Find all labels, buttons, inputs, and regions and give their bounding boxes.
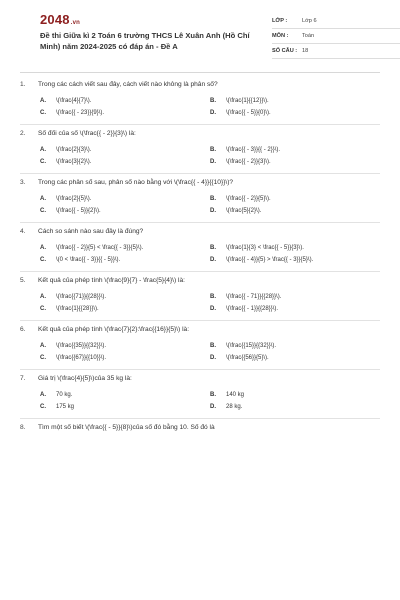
- option-a[interactable]: [40, 147, 210, 153]
- option-text: 28 kg.: [226, 404, 243, 410]
- option-letter: D.: [210, 208, 216, 214]
- option-text: \(\frac{1}{{12}}\).: [226, 98, 269, 104]
- option-text: 70 kg.: [56, 392, 73, 398]
- option-letter: C.: [40, 159, 46, 165]
- question-number: 6.: [20, 326, 26, 333]
- option-b[interactable]: [210, 245, 380, 251]
- options: [40, 98, 380, 116]
- header: [20, 0, 380, 68]
- question-1: [20, 76, 380, 125]
- option-text: \(0 < \frac{{ - 3}}{{ - 5}}\).: [56, 257, 121, 263]
- meta-key: SỐ CÂU :: [272, 48, 298, 54]
- option-a[interactable]: [40, 343, 210, 349]
- option-text: \(\frac{5}{2}\).: [226, 208, 262, 214]
- option-letter: C.: [40, 404, 46, 410]
- option-text: \(\frac{{ - 4}}{5} > \frac{{ - 3}}{5}\).: [226, 257, 314, 263]
- options: [40, 294, 380, 312]
- option-d[interactable]: [210, 306, 380, 312]
- question-3: [20, 174, 380, 223]
- option-letter: D.: [210, 159, 216, 165]
- option-text: \(\frac{3}{2}\).: [56, 159, 92, 165]
- meta-row-count: [272, 44, 400, 59]
- option-letter: C.: [40, 355, 46, 361]
- question-text: Tìm một số biết \(\frac{{ - 5}}{8}\)của số đó bằng 10. Số đó là: [38, 424, 215, 431]
- option-text: \(\frac{{56}}{5}\).: [226, 355, 269, 361]
- question-text: Kết quả của phép tính \(\frac{7}{2}:\frac{{16}}{5}\) là:: [38, 326, 190, 333]
- option-c[interactable]: [40, 306, 210, 312]
- option-text: \(\frac{2}{3}\).: [56, 147, 92, 153]
- question-7: [20, 370, 380, 419]
- document-title: Đề thi Giữa kì 2 Toán 6 trường THCS Lê Xuân Anh (Hồ Chí Minh) năm 2024-2025 có đáp án - Đề A: [40, 31, 250, 51]
- option-letter: A.: [40, 294, 46, 300]
- option-letter: C.: [40, 110, 46, 116]
- option-text: \(\frac{{35}}{{32}}\).: [56, 343, 107, 349]
- question-number: 7.: [20, 375, 26, 382]
- meta-key: LỚP :: [272, 18, 288, 24]
- option-c[interactable]: [40, 404, 210, 410]
- option-text: 175 kg: [56, 404, 75, 410]
- option-text: \(\frac{{ - 5}}{0}\).: [226, 110, 271, 116]
- option-d[interactable]: [210, 355, 380, 361]
- option-letter: B.: [210, 392, 216, 398]
- question-8: [20, 419, 380, 432]
- question-5: [20, 272, 380, 321]
- question-text: Kết quả của phép tính \(\frac{9}{7} - \frac{5}{4}\) là:: [38, 277, 186, 284]
- option-c[interactable]: [40, 208, 210, 214]
- option-a[interactable]: [40, 196, 210, 202]
- option-c[interactable]: [40, 110, 210, 116]
- options: [40, 147, 380, 165]
- option-text: \(\frac{{ - 2}}{3}\).: [226, 159, 271, 165]
- option-text: \(\frac{{67}}{{10}}\).: [56, 355, 107, 361]
- option-text: \(\frac{{ - 2}}{5} < \frac{{ - 3}}{5}\).: [56, 245, 144, 251]
- option-letter: C.: [40, 257, 46, 263]
- meta-value: Lớp 6: [302, 18, 317, 24]
- meta-row-class: [272, 14, 400, 29]
- options: [40, 343, 380, 361]
- option-letter: B.: [210, 294, 216, 300]
- meta-info: [272, 14, 400, 59]
- question-number: 1.: [20, 81, 26, 88]
- option-text: \(\frac{1}{{28}}\).: [56, 306, 99, 312]
- question-text: Trong các phân số sau, phân số nào bằng với \(\frac{{ - 4}}{{10}}\)?: [38, 179, 234, 186]
- option-a[interactable]: [40, 245, 210, 251]
- option-letter: D.: [210, 306, 216, 312]
- question-text: Cách so sánh nào sau đây là đúng?: [38, 228, 144, 235]
- option-letter: D.: [210, 355, 216, 361]
- question-stem: [20, 223, 380, 236]
- option-d[interactable]: [210, 159, 380, 165]
- question-number: 2.: [20, 130, 26, 137]
- options: [40, 245, 380, 263]
- option-letter: A.: [40, 343, 46, 349]
- option-letter: A.: [40, 98, 46, 104]
- option-d[interactable]: [210, 208, 380, 214]
- question-6: [20, 321, 380, 370]
- option-text: \(\frac{2}{5}\).: [56, 196, 92, 202]
- option-letter: D.: [210, 404, 216, 410]
- question-stem: [20, 174, 380, 187]
- question-stem: [20, 272, 380, 285]
- option-a[interactable]: [40, 294, 210, 300]
- option-letter: A.: [40, 392, 46, 398]
- meta-value: Toán: [302, 33, 315, 39]
- question-number: 5.: [20, 277, 26, 284]
- option-letter: A.: [40, 245, 46, 251]
- option-text: \(\frac{4}{7}\).: [56, 98, 92, 104]
- option-d[interactable]: [210, 404, 380, 410]
- option-letter: B.: [210, 98, 216, 104]
- option-text: \(\frac{{15}}{{32}}\).: [226, 343, 277, 349]
- option-c[interactable]: [40, 159, 210, 165]
- question-stem: [20, 370, 380, 383]
- option-b[interactable]: [210, 196, 380, 202]
- option-d[interactable]: [210, 110, 380, 116]
- option-letter: C.: [40, 208, 46, 214]
- option-letter: D.: [210, 110, 216, 116]
- question-text: Trong các cách viết sau đây, cách viết nào không là phân số?: [38, 81, 218, 88]
- option-letter: A.: [40, 147, 46, 153]
- option-text: \(\frac{{71}}{{28}}\).: [56, 294, 107, 300]
- option-b[interactable]: [210, 294, 380, 300]
- site-logo[interactable]: [40, 12, 80, 27]
- option-letter: B.: [210, 196, 216, 202]
- question-number: 4.: [20, 228, 26, 235]
- meta-key: MÔN :: [272, 33, 289, 39]
- options: [40, 392, 380, 410]
- option-text: \(\frac{{ - 5}}{2}\).: [56, 208, 101, 214]
- option-text: \(\frac{{ - 3}}{{ - 2}}\).: [226, 147, 281, 153]
- option-letter: D.: [210, 257, 216, 263]
- option-letter: A.: [40, 196, 46, 202]
- header-divider: [20, 72, 380, 73]
- option-d[interactable]: [210, 257, 380, 263]
- question-number: 8.: [20, 424, 26, 431]
- question-stem: [20, 321, 380, 334]
- meta-value: 18: [302, 48, 309, 54]
- question-text: Số đối của số \(\frac{{ - 2}}{3}\) là:: [38, 130, 136, 137]
- option-b[interactable]: [210, 343, 380, 349]
- question-stem: [20, 76, 380, 89]
- option-text: \(\frac{{ - 2}}{5}\).: [226, 196, 271, 202]
- option-letter: B.: [210, 245, 216, 251]
- logo-main: 2048: [40, 12, 70, 27]
- question-number: 3.: [20, 179, 26, 186]
- meta-row-subject: [272, 29, 400, 44]
- option-text: \(\frac{{ - 71}}{{28}}\).: [226, 294, 282, 300]
- option-text: 140 kg: [226, 392, 245, 398]
- option-text: \(\frac{{ - 1}}{{28}}\).: [226, 306, 279, 312]
- option-a[interactable]: [40, 392, 210, 398]
- option-c[interactable]: [40, 257, 210, 263]
- option-b[interactable]: [210, 147, 380, 153]
- logo-suffix: .vn: [70, 20, 81, 26]
- option-a[interactable]: [40, 98, 210, 104]
- option-letter: B.: [210, 343, 216, 349]
- question-4: [20, 223, 380, 272]
- options: [40, 196, 380, 214]
- question-text: Giá trị \(\frac{4}{5}\)của 35 kg là:: [38, 375, 132, 382]
- option-c[interactable]: [40, 355, 210, 361]
- option-b[interactable]: [210, 392, 380, 398]
- option-letter: B.: [210, 147, 216, 153]
- question-list: [20, 76, 380, 432]
- question-stem: [20, 125, 380, 138]
- option-text: \(\frac{1}{3} < \frac{{ - 5}}{3}\).: [226, 245, 304, 251]
- option-text: \(\frac{{ - 23}}{9}\).: [56, 110, 105, 116]
- option-letter: C.: [40, 306, 46, 312]
- question-stem: [20, 419, 380, 432]
- question-2: [20, 125, 380, 174]
- option-b[interactable]: [210, 98, 380, 104]
